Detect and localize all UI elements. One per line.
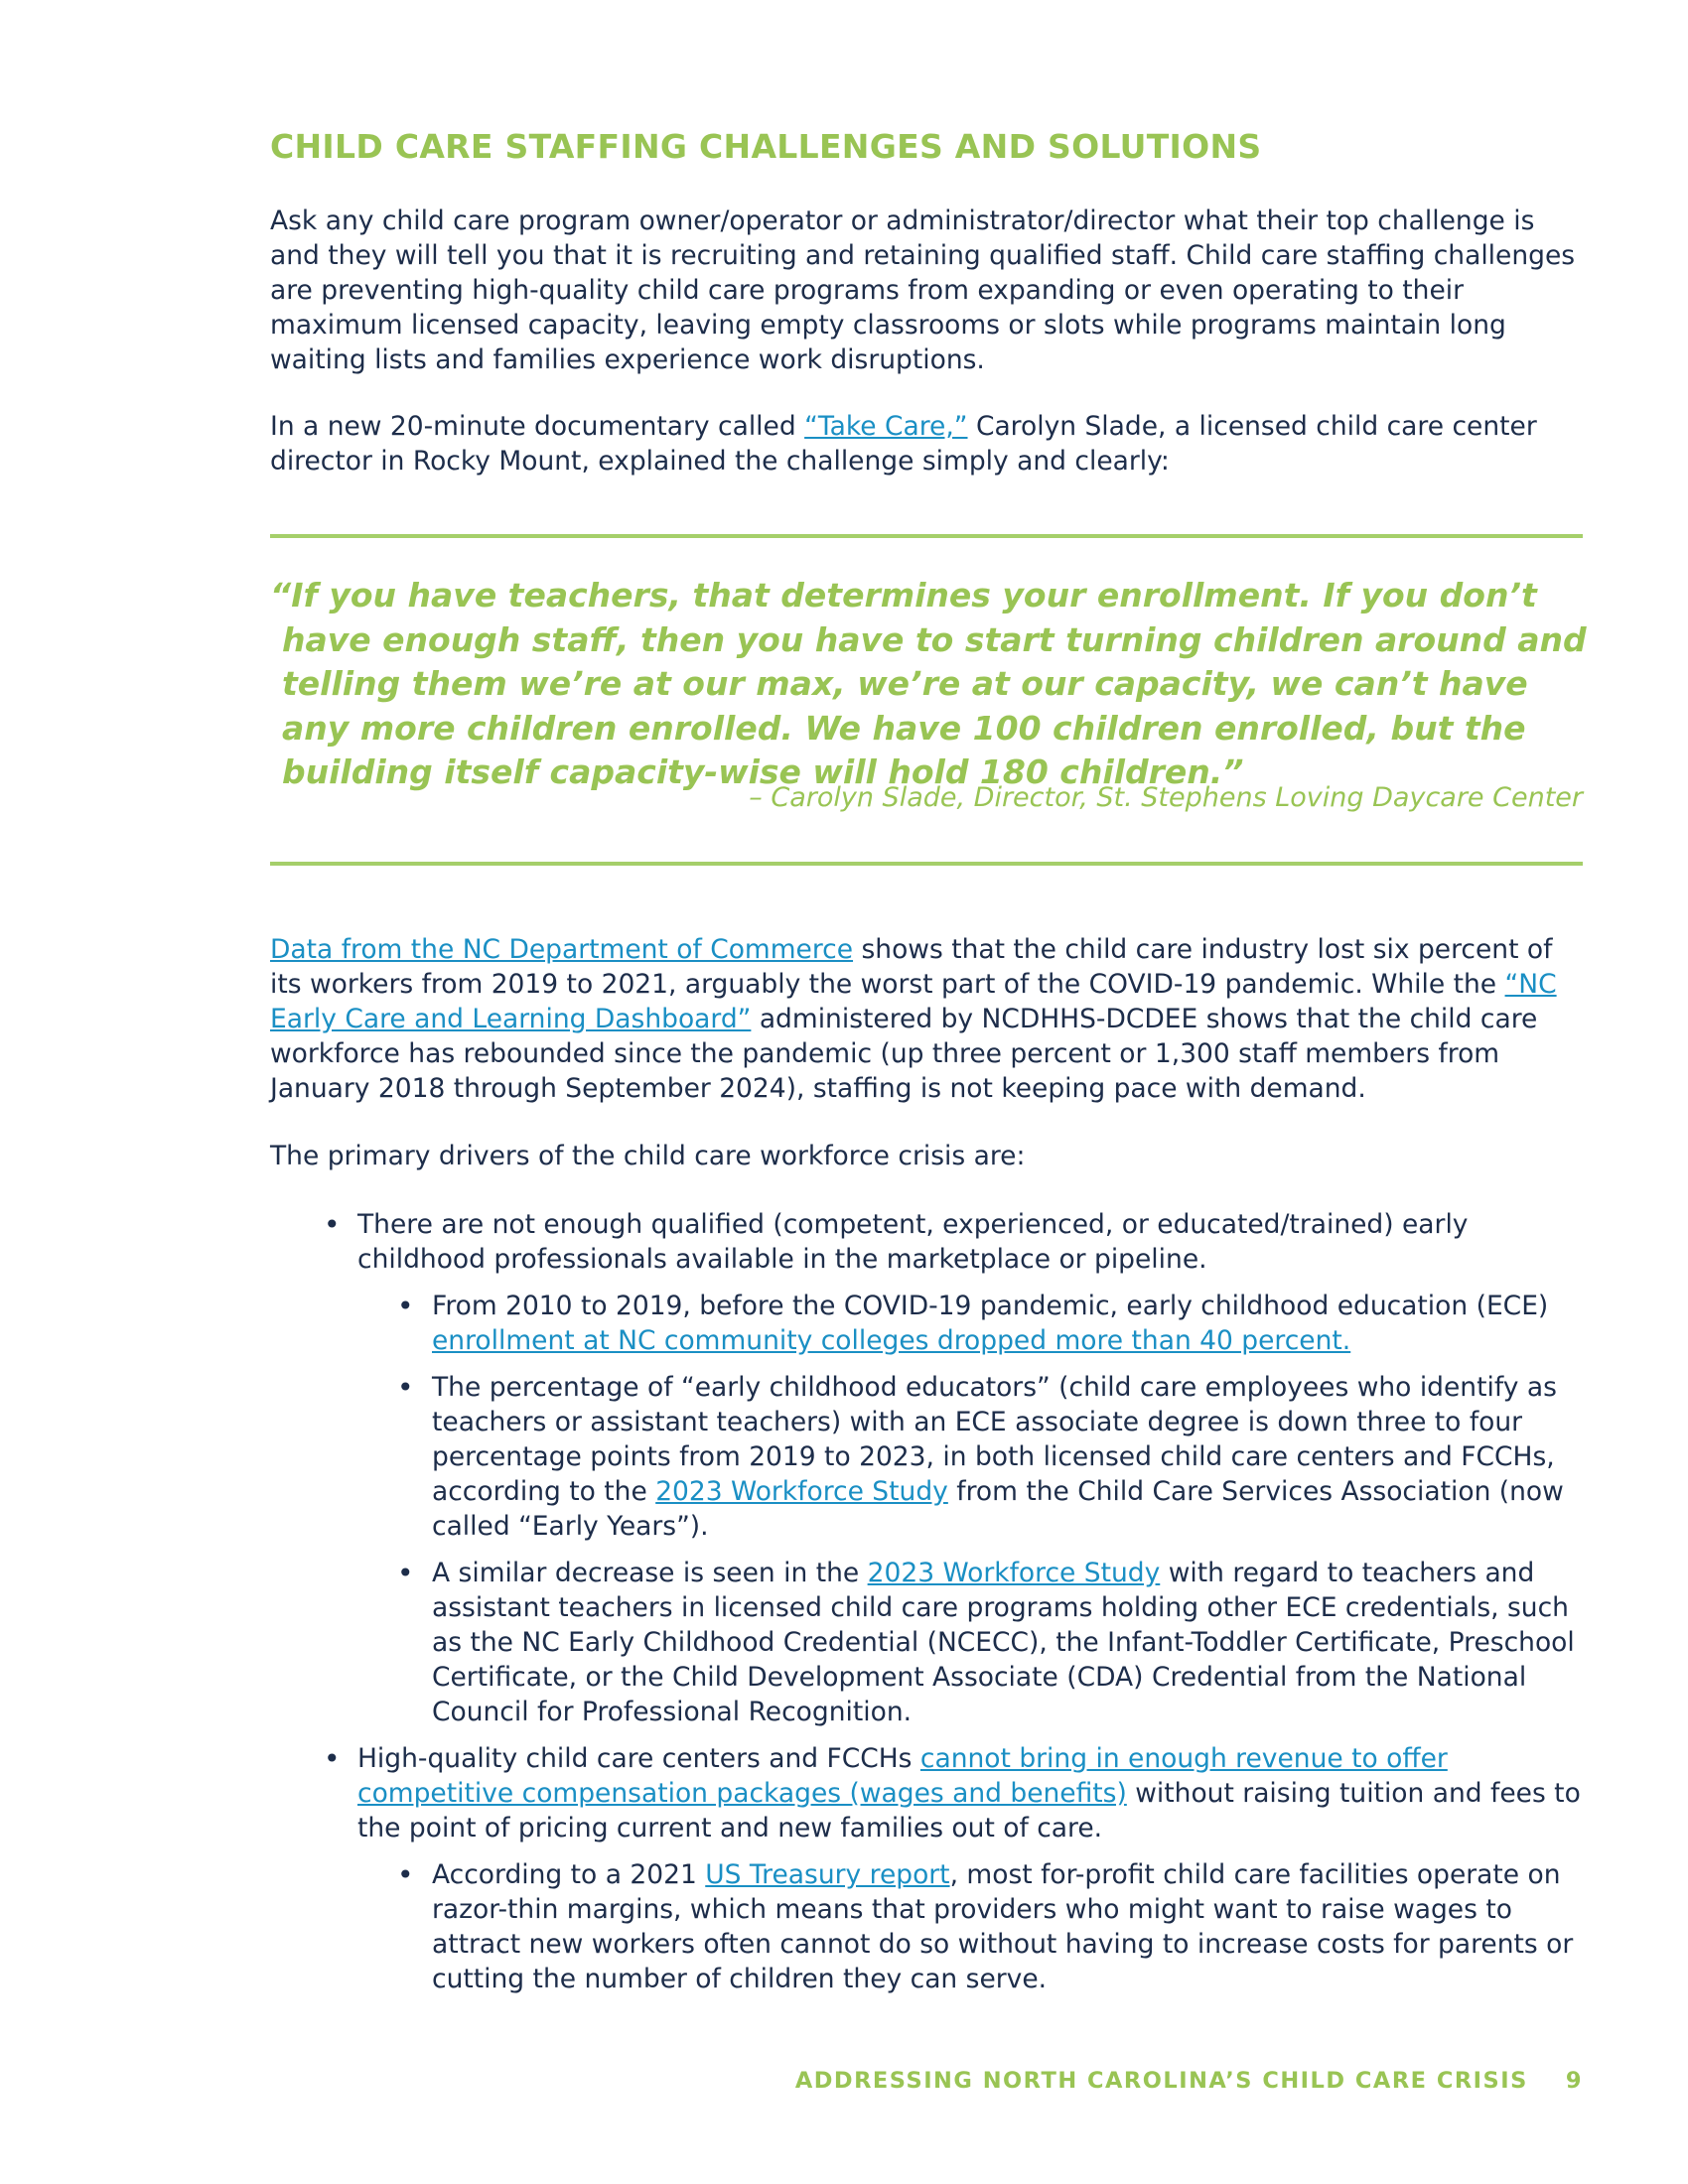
data-paragraph — [270, 932, 1583, 1106]
bullet-text: High-quality child care centers and FCCHs — [357, 1743, 920, 1774]
list-item — [357, 1289, 1583, 1358]
data-text-1: shows that the child care industry lost six percent of its workers from 2019 to 2021, arguably the worst part of the COVID-19 pandemic. While the — [270, 934, 1553, 1000]
quote-bottom-divider — [270, 862, 1583, 866]
sub-text: with regard to teachers and assistant teachers in licensed child care programs holding other ECE credentials, such as the NC Early Childhood Credential (NCECC), the Infant-Toddler Certificate, Preschool Certificate, or the Child Development Associate (CDA) Credential from the National Council for Professional Recognition. — [432, 1558, 1575, 1727]
intro-paragraph: Ask any child care program owner/operator or administrator/director what their top challenge is and they will tell you that it is recruiting and retaining qualified staff. Child care staffing challenges are preventing high-quality child care programs from expanding or even operating to their maximum licensed capacity, leaving empty classrooms or slots while programs maintain long waiting lists and families experience work disruptions. — [270, 205, 1576, 375]
documentary-text-before: In a new 20-minute documentary called — [270, 411, 805, 442]
page-number: 9 — [1565, 2068, 1583, 2094]
sub-text: A similar decrease is seen in the — [432, 1558, 868, 1588]
bullet-text: without raising tuition and fees to the point of pricing current and new families out of care. — [357, 1778, 1581, 1843]
revenue-link[interactable]: cannot bring in enough revenue to offer competitive compensation packages (wages and benefits) — [357, 1743, 1448, 1809]
list-item — [357, 1370, 1583, 1544]
bullet-text: There are not enough qualified (competent, experienced, or educated/trained) early childhood professionals available in the marketplace or pipeline. — [357, 1209, 1469, 1275]
sub-text: According to a 2021 — [432, 1859, 706, 1890]
sub-text: from the Child Care Services Association (now called “Early Years”). — [432, 1476, 1564, 1542]
take-care-link[interactable]: “Take Care,” — [804, 411, 968, 442]
drivers-list — [270, 1207, 1583, 2008]
section-heading: CHILD CARE STAFFING CHALLENGES AND SOLUTIONS — [270, 127, 1262, 166]
documentary-text-after: Carolyn Slade, a licensed child care center director in Rocky Mount, explained the challenge simply and clearly: — [270, 411, 1537, 477]
list-item — [270, 1741, 1583, 1996]
list-item — [357, 1556, 1583, 1729]
workforce-study-link-2[interactable]: 2023 Workforce Study — [867, 1558, 1161, 1588]
sub-list — [357, 1289, 1583, 1729]
documentary-paragraph — [270, 409, 1583, 478]
pull-quote: “If you have teachers, that determines your enrollment. If you don’t have enough staff, then you have to start turning children around and telling them we’re at our max, we’re at our capacity, we can’t have any more children enrolled. We have 100 children enrolled, but the building itself capacity-wise will hold 180 children.” — [270, 576, 1587, 791]
sub-text: , most for-profit child care facilities operate on razor-thin margins, which means that providers who might want to raise wages to attract new workers often cannot do so without having to increase costs for parents or cutting the number of children they can serve. — [432, 1859, 1574, 1994]
list-item — [357, 1857, 1583, 1996]
quote-attribution: – Carolyn Slade, Director, St. Stephens Loving Daycare Center — [749, 782, 1583, 813]
data-text-2: administered by NCDHHS-DCDEE shows that the child care workforce has rebounded since the pandemic (up three percent or 1,300 staff members from January 2018 through September 2024), staffing is not keeping pace with demand. — [270, 1004, 1538, 1104]
workforce-study-link[interactable]: 2023 Workforce Study — [655, 1476, 948, 1507]
quote-top-divider — [270, 534, 1583, 538]
list-item — [270, 1207, 1583, 1729]
nc-commerce-link[interactable]: Data from the NC Department of Commerce — [270, 934, 854, 965]
sub-list — [357, 1857, 1583, 1996]
page-footer — [795, 2068, 1583, 2094]
treasury-report-link[interactable]: US Treasury report — [705, 1859, 950, 1890]
drivers-intro: The primary drivers of the child care workforce crisis are: — [270, 1141, 1026, 1171]
sub-text: From 2010 to 2019, before the COVID-19 pandemic, early childhood education (ECE) — [432, 1291, 1549, 1321]
sub-text: The percentage of “early childhood educators” (child care employees who identify as teachers or assistant teachers) with an ECE associate degree is down three to four percentage points from 2019 to 2023, in both licensed child care centers and FCCHs, according to the — [432, 1372, 1557, 1507]
nc-dashboard-link[interactable]: “NC Early Care and Learning Dashboard” — [270, 969, 1557, 1034]
enrollment-link[interactable]: enrollment at NC community colleges dropped more than 40 percent. — [432, 1325, 1351, 1356]
footer-title: ADDRESSING NORTH CAROLINA’S CHILD CARE CRISIS — [794, 2068, 1528, 2094]
